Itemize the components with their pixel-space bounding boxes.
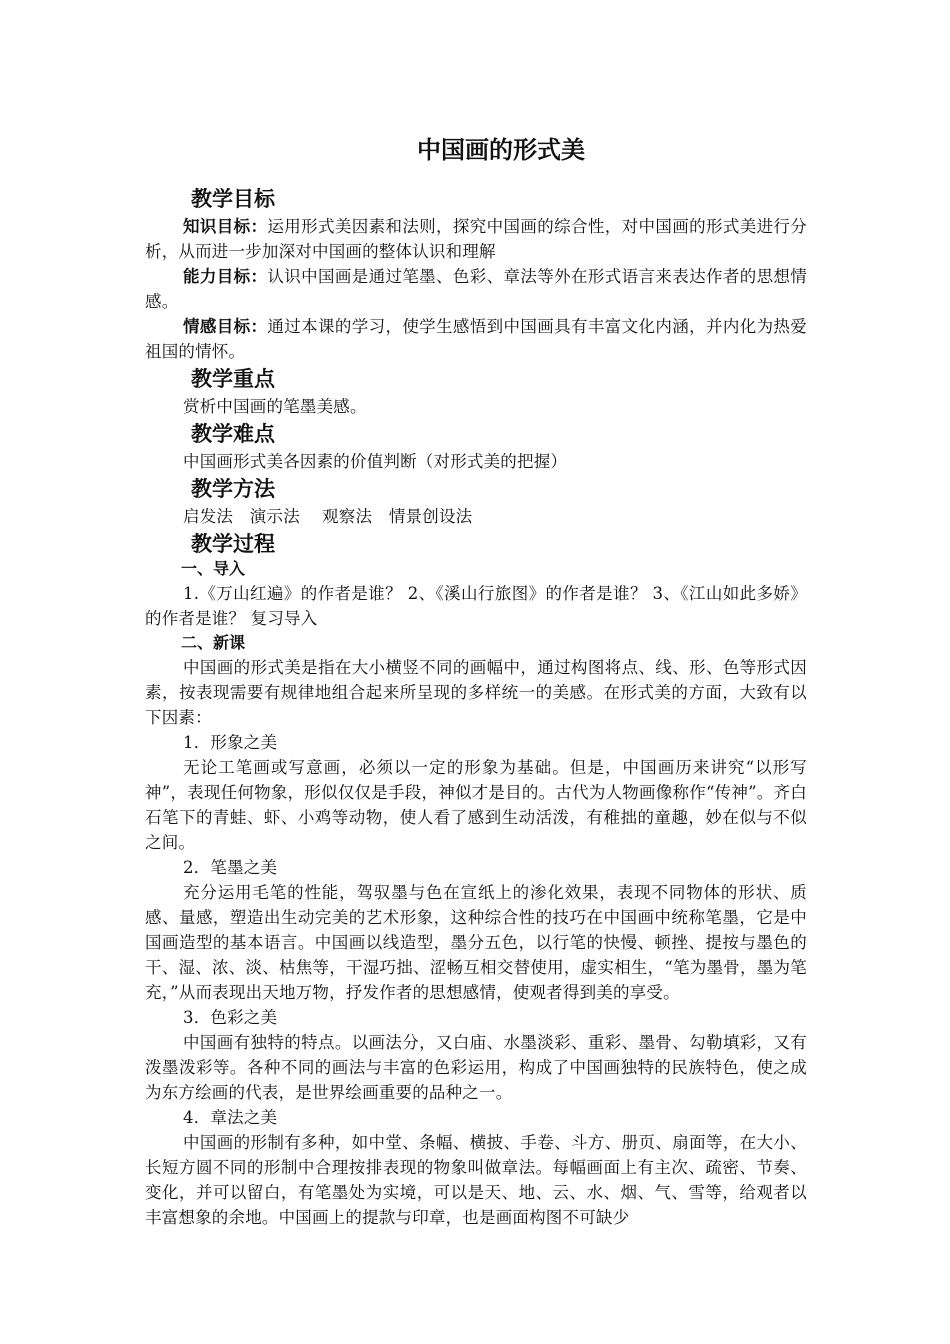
goal-ability (145, 264, 807, 314)
heading-methods: 教学方法 (191, 476, 275, 501)
item4-text: 中国画的形制有多种，如中堂、条幅、横披、手卷、斗方、册页、扇面等，在大小、长短方圆不同的形制中合理按排表现的物象叫做章法。每幅画面上有主次、疏密、节奏、变化，并可以留白，有笔墨处为实境，可以是天、地、云、水、烟、气、雪等，给观者以丰富想象的余地。中国画上的提款与印章，也是画面构图不可缺少 (145, 1133, 807, 1227)
methods-text: 启发法 演示法 观察法 情景创设法 (183, 507, 473, 526)
goal-knowledge-label: 知识目标： (183, 217, 268, 236)
goal-emotion-text: 通过本课的学习，使学生感悟到中国画具有丰富文化内涵，并内化为热爱祖国的情怀。 (145, 317, 808, 361)
item3-title: 3．色彩之美 (183, 1008, 278, 1027)
heading-focus: 教学重点 (191, 366, 275, 391)
goal-ability-label: 能力目标： (183, 267, 268, 286)
item4-title: 4．章法之美 (183, 1108, 278, 1127)
new-lesson-heading: 二、新课 (181, 633, 246, 652)
goal-emotion-label: 情感目标： (183, 317, 268, 336)
focus-text: 赏析中国画的笔墨美感。 (183, 397, 367, 416)
goal-knowledge-text: 运用形式美因素和法则，探究中国画的综合性，对中国画的形式美进行分析，从而进一步加深对中国画的整体认识和理解 (145, 217, 808, 261)
intro-heading: 一、导入 (181, 559, 246, 578)
heading-goals: 教学目标 (191, 186, 275, 211)
goal-ability-text: 认识中国画是通过笔墨、色彩、章法等外在形式语言来表达作者的思想情感。 (145, 267, 808, 311)
item3-text: 中国画有独特的特点。以画法分，又白庙、水墨淡彩、重彩、墨骨、勾勒填彩，又有泼墨泼彩等。各种不同的画法与丰富的色彩运用，构成了中国画独特的民族特色，使之成为东方绘画的代表，是世界绘画重要的品种之一。 (145, 1033, 807, 1102)
item2-title: 2．笔墨之美 (183, 858, 278, 877)
new-lesson-text: 中国画的形式美是指在大小横竖不同的画幅中，通过构图将点、线、形、色等形式因素，按表现需要有规律地组合起来所呈现的多样统一的美感。在形式美的方面，大致有以下因素： (145, 658, 807, 727)
item1-text: 无论工笔画或写意画，必须以一定的形象为基础。但是，中国画历来讲究“以形写神”，表现任何物象，形似仅仅是手段，神似才是目的。古代为人物画像称作“传神”。齐白石笔下的青蛙、虾、小鸡等动物，使人看了感到生动活泼，有稚拙的童趣，妙在似与不似之间。 (145, 758, 807, 852)
goal-emotion (145, 314, 807, 364)
heading-process: 教学过程 (191, 531, 275, 556)
document-body (145, 128, 807, 1230)
item2-text: 充分运用毛笔的性能，驾驭墨与色在宣纸上的渗化效果，表现不同物体的形状、质感、量感，塑造出生动完美的艺术形象，这种综合性的技巧在中国画中统称笔墨，它是中国画造型的基本语言。中国画以线造型，墨分五色，以行笔的快慢、顿挫、提按与墨色的干、湿、浓、淡、枯焦等，干湿巧拙、涩畅互相交替使用，虚实相生，“笔为墨骨，墨为笔充，”从而表现出天地万物，抒发作者的思想感情，使观者得到美的享受。 (145, 883, 807, 1002)
intro-text: 1.《万山红遍》的作者是谁？ 2、《溪山行旅图》的作者是谁？ 3、《江山如此多娇》的作者是谁？ 复习导入 (145, 584, 807, 628)
difficulty-text: 中国画形式美各因素的价值判断（对形式美的把握） (183, 452, 568, 471)
doc-title: 中国画的形式美 (417, 135, 585, 164)
heading-difficulty: 教学难点 (191, 421, 275, 446)
item1-title: 1．形象之美 (183, 733, 278, 752)
goal-knowledge (145, 214, 807, 264)
